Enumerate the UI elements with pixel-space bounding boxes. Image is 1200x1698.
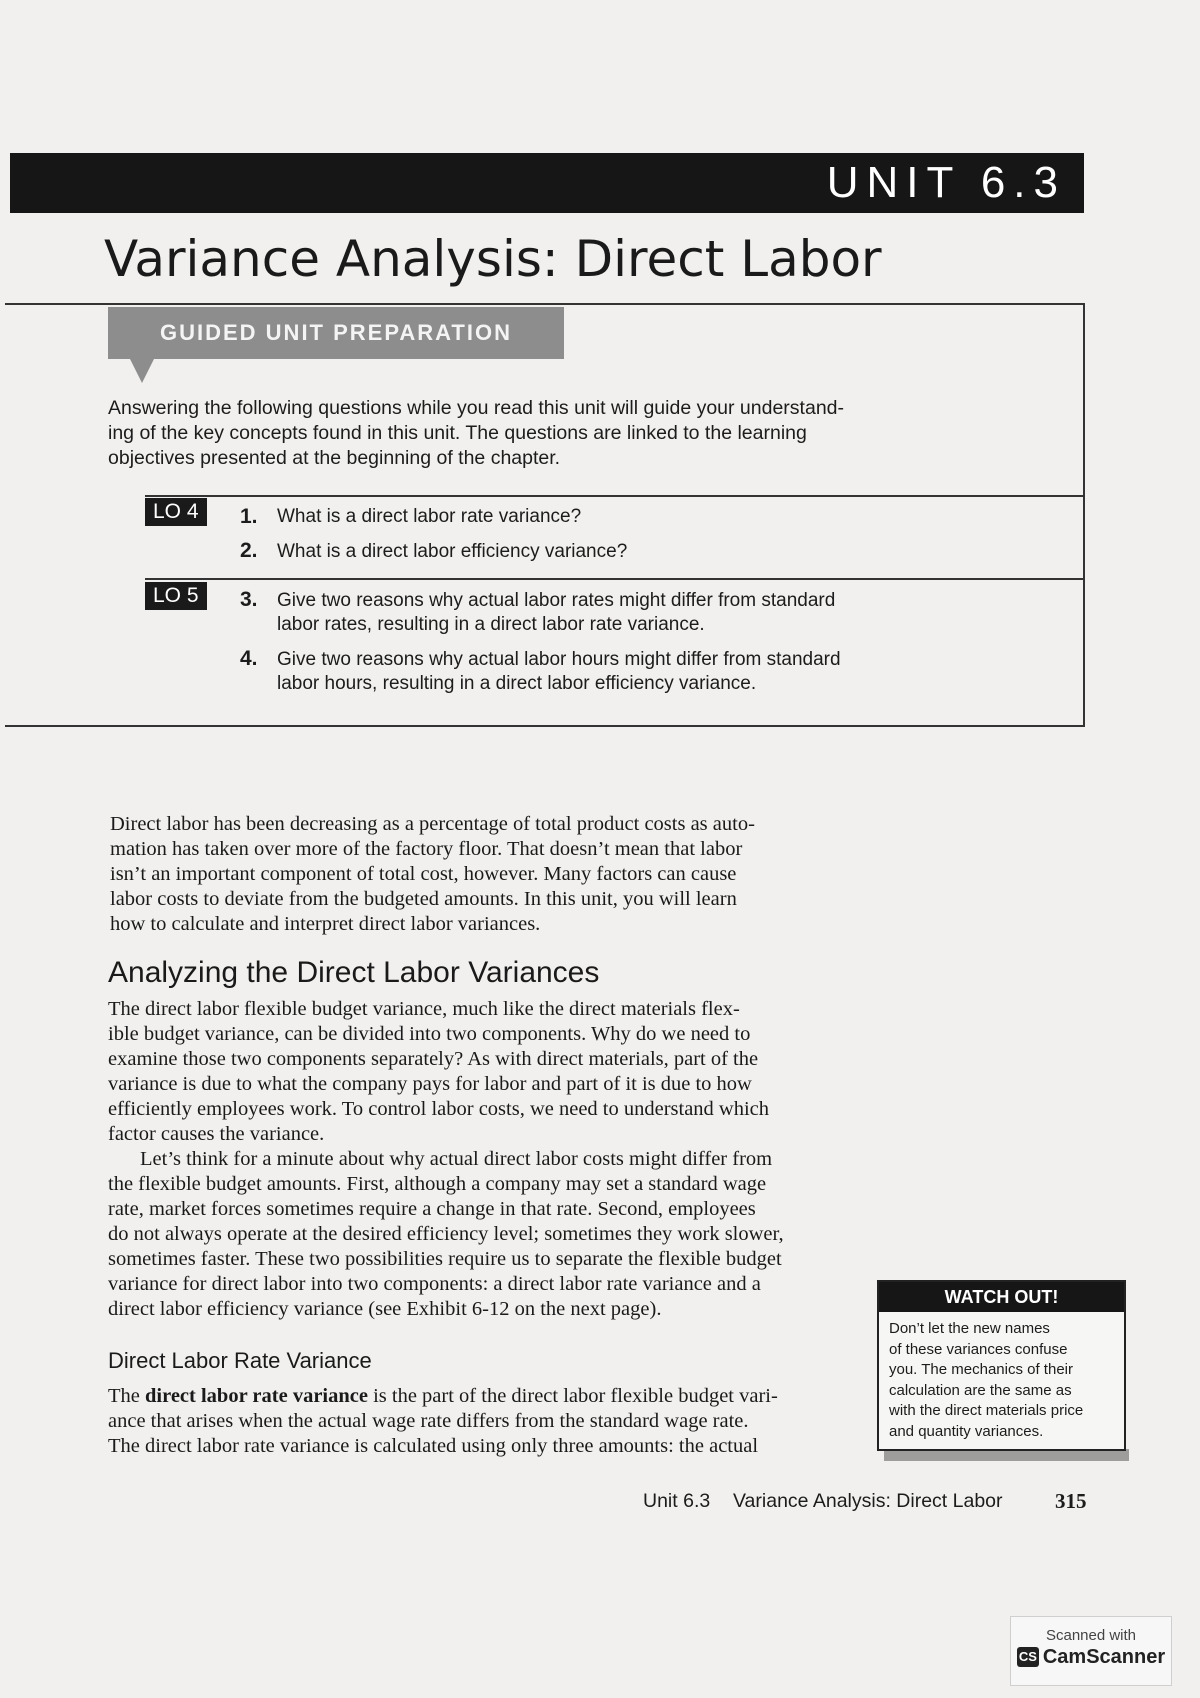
term-bold: direct labor rate variance bbox=[145, 1385, 368, 1407]
text-line: examine those two components separately? As with direct materials, part of the bbox=[108, 1048, 759, 1070]
question-number: 4. bbox=[240, 647, 258, 670]
text-line: variance is due to what the company pays for labor and part of it is due to how bbox=[108, 1073, 752, 1095]
text-line: Don’t let the new names bbox=[889, 1320, 1050, 1337]
text-line: mation has taken over more of the factory floor. That doesn’t mean that labor bbox=[110, 838, 743, 860]
question-line: Give two reasons why actual labor hours might differ from standard bbox=[277, 649, 841, 670]
footer-unit: Unit 6.3 bbox=[643, 1490, 711, 1512]
prep-intro-line: Answering the following questions while you read this unit will guide your understand- bbox=[108, 397, 845, 419]
camscanner-logo-icon: CS bbox=[1017, 1647, 1039, 1667]
text-line: sometimes faster. These two possibilities require us to separate the flexible budget bbox=[108, 1248, 782, 1270]
watermark-caption: Scanned with bbox=[1045, 1627, 1137, 1644]
text-line: the flexible budget amounts. First, although a company may set a standard wage bbox=[108, 1173, 767, 1195]
question-text bbox=[277, 540, 937, 564]
tab-pointer-icon bbox=[130, 359, 154, 383]
guided-prep-tab: GUIDED UNIT PREPARATION bbox=[108, 307, 564, 359]
lo-badge: LO 4 bbox=[145, 498, 207, 526]
text-line: Direct labor has been decreasing as a percentage of total product costs as auto- bbox=[110, 813, 755, 835]
text-line: rate, market forces sometimes require a change in that rate. Second, employees bbox=[108, 1198, 756, 1220]
question-line: labor hours, resulting in a direct labor efficiency variance. bbox=[277, 673, 757, 694]
section-paragraph-2 bbox=[108, 1147, 838, 1322]
section-paragraph-1 bbox=[108, 997, 838, 1147]
section-heading: Analyzing the Direct Labor Variances bbox=[108, 956, 600, 989]
question-line: What is a direct labor efficiency variance? bbox=[277, 541, 628, 562]
question-text bbox=[277, 505, 937, 529]
text-line: The direct labor rate variance is calculated using only three amounts: the actual bbox=[108, 1435, 759, 1457]
text-line: do not always operate at the desired efficiency level; sometimes they work slower, bbox=[108, 1223, 784, 1245]
text-line: ible budget variance, can be divided into two components. Why do we need to bbox=[108, 1023, 751, 1045]
page-number: 315 bbox=[1055, 1489, 1087, 1513]
question-number: 1. bbox=[240, 505, 258, 528]
footer-title: Variance Analysis: Direct Labor bbox=[733, 1490, 1003, 1512]
watermark-brand: CS CamScanner bbox=[1018, 1646, 1166, 1668]
text-line: of these variances confuse bbox=[889, 1340, 1068, 1358]
text-line: and quantity variances. bbox=[889, 1422, 1044, 1440]
question-line: What is a direct labor rate variance? bbox=[277, 506, 582, 527]
prep-intro bbox=[108, 396, 938, 471]
question-number: 2. bbox=[240, 539, 258, 562]
question-line: Give two reasons why actual labor rates might differ from standard bbox=[277, 590, 836, 611]
text-line: direct labor efficiency variance (see Exhibit 6-12 on the next page). bbox=[108, 1298, 662, 1320]
watch-out-box bbox=[877, 1280, 1126, 1451]
rate-variance-paragraph bbox=[108, 1384, 838, 1459]
text-line: you. The mechanics of their bbox=[889, 1361, 1073, 1378]
text-line: efficiently employees work. To control labor costs, we need to understand which bbox=[108, 1098, 770, 1120]
lo-badge: LO 5 bbox=[145, 582, 207, 610]
text-line: factor causes the variance. bbox=[108, 1123, 325, 1145]
question-text bbox=[277, 589, 937, 637]
intro-paragraph bbox=[110, 812, 835, 937]
text-line: The direct labor rate variance is the part of the direct labor flexible budget vari- bbox=[108, 1385, 778, 1407]
watch-out-text bbox=[889, 1319, 1114, 1442]
question-line: labor rates, resulting in a direct labor rate variance. bbox=[277, 614, 705, 635]
text-line: isn’t an important component of total cost, however. Many factors can cause bbox=[110, 863, 737, 885]
subheading: Direct Labor Rate Variance bbox=[108, 1348, 372, 1373]
text-line: how to calculate and interpret direct labor variances. bbox=[110, 913, 541, 935]
prep-intro-line: ing of the key concepts found in this unit. The questions are linked to the learning bbox=[108, 422, 807, 444]
text-line: with the direct materials price bbox=[889, 1402, 1084, 1419]
lo-divider bbox=[145, 578, 1085, 580]
lo-divider bbox=[145, 495, 1085, 497]
question-number: 3. bbox=[240, 588, 258, 611]
page-title: Variance Analysis: Direct Labor bbox=[104, 230, 882, 288]
text-line: calculation are the same as bbox=[889, 1381, 1072, 1399]
scanner-watermark bbox=[1010, 1616, 1172, 1686]
text-line: The direct labor flexible budget variance, much like the direct materials flex- bbox=[108, 998, 740, 1020]
prep-intro-line: objectives presented at the beginning of the chapter. bbox=[108, 447, 561, 469]
text-line: ance that arises when the actual wage rate differs from the standard wage rate. bbox=[108, 1410, 749, 1432]
unit-label: UNIT 6.3 bbox=[826, 158, 1066, 207]
question-text bbox=[277, 648, 937, 696]
text-line: variance for direct labor into two components: a direct labor rate variance and a bbox=[108, 1273, 761, 1295]
text-line: labor costs to deviate from the budgeted amounts. In this unit, you will learn bbox=[110, 888, 737, 910]
text-line: Let’s think for a minute about why actual direct labor costs might differ from bbox=[140, 1148, 773, 1170]
watch-out-heading: WATCH OUT! bbox=[879, 1282, 1124, 1312]
unit-banner bbox=[10, 153, 1084, 213]
